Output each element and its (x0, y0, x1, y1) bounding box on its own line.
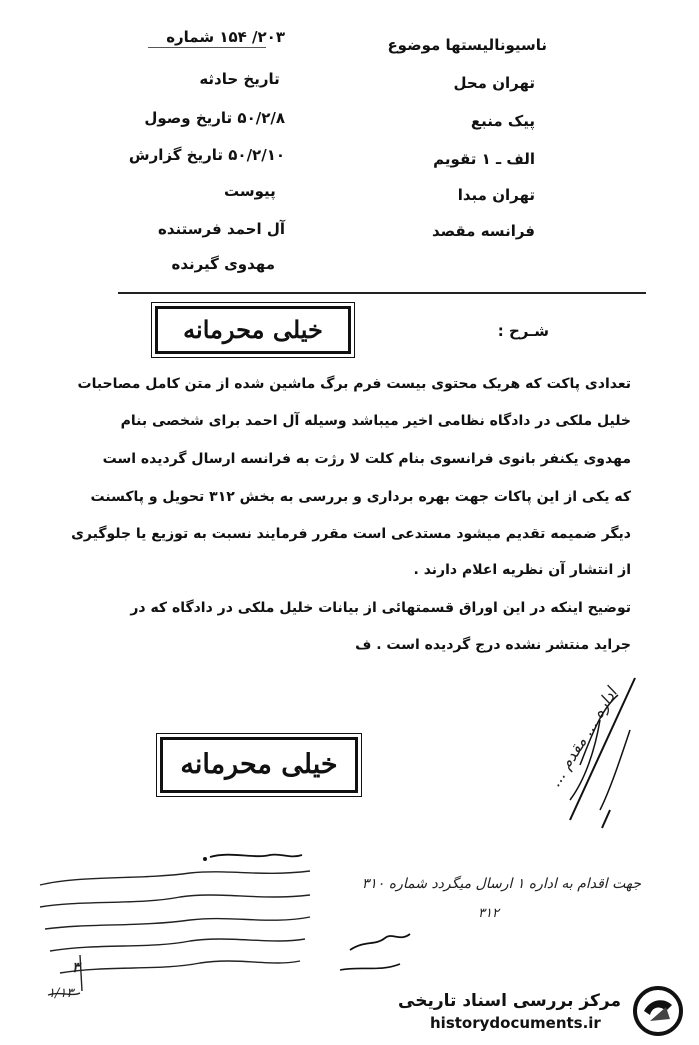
diagonal-handwritten-note: اداره ... مقدم ... (544, 684, 621, 791)
event-date-label: تاریخ حادثه (199, 70, 280, 88)
rating-field (433, 150, 549, 168)
number-label: شماره (166, 28, 215, 46)
sender-value: آل احمد (226, 220, 285, 238)
subject-value: ناسیونالیستها (445, 36, 547, 54)
destination-value: فرانسه (480, 222, 535, 240)
referral-note-number: ۳۱۲ (478, 906, 499, 921)
number-value: ۲۰۳/ ۱۵۴ (219, 28, 285, 46)
sender-field (158, 220, 299, 238)
attachment-label: پیوست (223, 182, 276, 200)
origin-label: مبدا (457, 186, 487, 204)
origin-value: تهران (492, 186, 535, 204)
referral-signature (330, 920, 420, 980)
report-date-field (129, 146, 299, 164)
destination-label: مقصد (431, 222, 476, 240)
body-line: توضیح اینکه در این اوراق قسمتهائی از بیانات خلیل ملکی در دادگاه که در (130, 600, 631, 616)
source-label: منبع (470, 112, 503, 130)
place-field (453, 74, 549, 92)
attachment-field (224, 182, 295, 200)
watermark-url: historydocuments.ir (430, 1014, 601, 1032)
body-line: دیگر ضمیمه تقدیم میشود مستدعی است مقرر فرمایند نسبت به توزیع یا جلوگیری (71, 526, 631, 542)
number-field (166, 28, 299, 46)
body-line: که یکی از این پاکات جهت بهره برداری و بررسی به بخش ۳۱۲ تحویل و پاکسنت (90, 489, 631, 505)
classification-stamp-bottom: خیلی محرمانه (160, 737, 358, 793)
recipient-field (171, 255, 289, 273)
event-date-field (199, 70, 299, 88)
subject-field (387, 36, 551, 54)
left-note-date: ۱/۱۳ (48, 986, 74, 1001)
body-line: جراید منتشر نشده درج گردیده است . ف (355, 637, 631, 653)
rating-value: الف ـ ۱ (481, 150, 535, 168)
origin-field (458, 186, 549, 204)
arrival-date-value: ۵۰/۲/۸ (237, 109, 285, 127)
source-field (471, 112, 549, 130)
destination-field (432, 222, 549, 240)
body-line: از انتشار آن نظریه اعلام دارند . (413, 562, 631, 578)
left-note-number: ۳ (72, 960, 80, 976)
source-value: پیک (507, 112, 535, 130)
place-label: محل (453, 74, 487, 92)
body-line: مهدوی یکنفر بانوی فرانسوی بنام کلت لا رژت به فرانسه ارسال گردیده است (102, 451, 631, 467)
classification-stamp: خیلی محرمانه (155, 306, 351, 354)
body-line: خلیل ملکی در دادگاه نظامی اخیر میباشد وسیله آل احمد برای شخصی بنام (120, 413, 631, 429)
body-line: تعدادی پاکت که هریک محتوی بیست فرم برگ ماشین شده از متن کامل مصاحبات (77, 376, 631, 392)
number-underline (148, 47, 266, 48)
referral-note: جهت اقدام به اداره ۱ ارسال میگردد شماره ۳۱۰ (361, 876, 641, 892)
report-date-label: تاریخ گزارش (128, 146, 224, 164)
watermark-title: مرکز بررسی اسناد تاریخی (398, 991, 621, 1011)
header-divider (118, 292, 646, 294)
recipient-value: مهدوی (224, 255, 275, 273)
archive-logo-icon (630, 985, 686, 1037)
recipient-label: گیرنده (171, 255, 219, 273)
subject-label: موضوع (387, 36, 441, 54)
sender-label: فرستنده (158, 220, 222, 238)
place-value: تهران (492, 74, 535, 92)
description-label: شـرح : (497, 322, 549, 340)
rating-label: تقویم (433, 150, 477, 168)
arrival-date-field (144, 109, 299, 127)
report-date-value: ۵۰/۲/۱۰ (228, 146, 285, 164)
diagonal-scribble (540, 670, 650, 840)
arrival-date-label: تاریخ وصول (144, 109, 233, 127)
